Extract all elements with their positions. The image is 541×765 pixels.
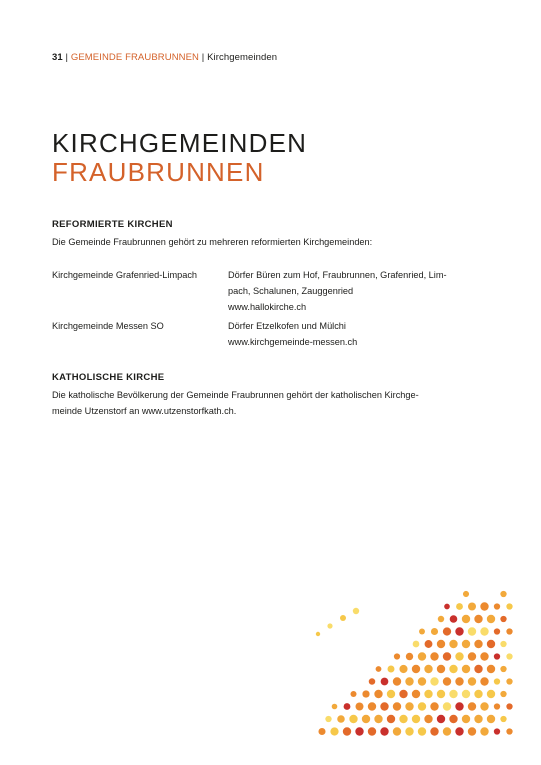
decorative-dot: [455, 652, 463, 660]
decorative-dot: [437, 640, 445, 648]
decorative-dot: [419, 629, 425, 635]
decorative-dot: [462, 715, 470, 723]
decorative-dot: [368, 702, 376, 710]
decorative-dot: [506, 628, 512, 634]
decorative-dot: [362, 715, 370, 723]
header-subsection: Kirchgemeinden: [207, 52, 278, 63]
decorative-dot: [437, 715, 445, 723]
decorative-dot: [437, 690, 445, 698]
decorative-dot: [494, 728, 500, 734]
decorative-dot: [444, 604, 450, 610]
decorative-dot: [494, 653, 500, 659]
decorative-dot: [356, 703, 364, 711]
decorative-dot: [468, 627, 476, 635]
decorative-dot: [494, 628, 500, 634]
decorative-dot: [350, 691, 356, 697]
decorative-dot: [387, 690, 395, 698]
decorative-dot: [455, 677, 463, 685]
header-separator-2: |: [201, 52, 205, 63]
decorative-dot: [494, 703, 500, 709]
decorative-dot: [399, 665, 407, 673]
decorative-dot: [474, 640, 482, 648]
decorative-dot: [405, 727, 413, 735]
header-section: GEMEINDE FRAUBRUNNEN: [70, 52, 200, 63]
decorative-dot: [449, 715, 457, 723]
decorative-dot: [353, 608, 359, 614]
page-number: 31: [52, 52, 63, 63]
reformed-intro: Die Gemeinde Fraubrunnen gehört zu mehreren reformierten Kirchgemeinden:: [52, 237, 373, 247]
decorative-dot: [449, 640, 457, 648]
decorative-dot: [506, 678, 512, 684]
decorative-dot: [438, 616, 444, 622]
decorative-dot: [393, 727, 401, 735]
reformed-heading: REFORMIERTE KIRCHEN: [52, 219, 173, 230]
decorative-dot: [418, 652, 426, 660]
decorative-dot: [506, 603, 512, 609]
decorative-dot: [487, 715, 495, 723]
decorative-dot: [374, 715, 382, 723]
decorative-dot: [506, 728, 512, 734]
decorative-dot: [399, 715, 407, 723]
decorative-dot: [430, 727, 438, 735]
decorative-dot: [474, 690, 482, 698]
decorative-dot: [462, 615, 470, 623]
decorative-dot: [343, 727, 351, 735]
decorative-dot: [376, 666, 382, 672]
decorative-dot: [480, 677, 488, 685]
catholic-text-line: Die katholische Bevölkerung der Gemeinde Fraubrunnen gehört der katholischen Kirchge-: [52, 390, 419, 400]
decorative-dot: [506, 653, 512, 659]
decorative-dot: [462, 665, 470, 673]
decorative-dot: [468, 702, 476, 710]
decorative-dot: [325, 716, 331, 722]
parish-detail-line: pach, Schalunen, Zauggenried: [228, 286, 354, 296]
decorative-dot: [340, 615, 346, 621]
decorative-dot: [450, 615, 458, 623]
decorative-dot: [500, 616, 506, 622]
decorative-dot: [480, 627, 488, 635]
catholic-heading: KATHOLISCHE KIRCHE: [52, 372, 165, 383]
decorative-dot: [374, 690, 382, 698]
decorative-dot: [337, 715, 345, 723]
decorative-dot: [430, 702, 438, 710]
decorative-dot: [388, 666, 395, 673]
decorative-dot: [362, 690, 369, 697]
decorative-dot: [332, 704, 338, 710]
decorative-dot: [431, 628, 438, 635]
decorative-dot: [474, 665, 482, 673]
decorative-dot: [443, 677, 451, 685]
decorative-dot: [387, 715, 395, 723]
decorative-dot: [437, 665, 445, 673]
decorative-dot: [330, 727, 338, 735]
decorative-dot: [393, 702, 401, 710]
decorative-dot: [487, 640, 495, 648]
decorative-dot: [424, 715, 432, 723]
decorative-dot: [380, 727, 388, 735]
decorative-dot: [480, 652, 488, 660]
decorative-dot: [425, 640, 433, 648]
decorative-dot: [468, 602, 476, 610]
decorative-dot: [424, 690, 432, 698]
decorative-dot: [430, 677, 438, 685]
decorative-dot: [500, 691, 506, 697]
decorative-dot: [449, 665, 457, 673]
decorative-dot: [487, 690, 495, 698]
catholic-text-line: meinde Utzenstorf an www.utzenstorfkath.ch.: [52, 406, 237, 416]
decorative-dot: [394, 653, 400, 659]
decorative-dot: [418, 677, 426, 685]
decorative-dot: [405, 677, 413, 685]
decorative-dot: [506, 703, 512, 709]
title-line-1: KIRCHGEMEINDEN: [52, 128, 308, 158]
decorative-dot: [456, 603, 463, 610]
decorative-dot: [344, 703, 351, 710]
decorative-dot: [380, 702, 388, 710]
decorative-dot: [368, 727, 376, 735]
parish-website-link[interactable]: www.hallokirche.ch: [228, 302, 307, 312]
decorative-dot: [480, 602, 488, 610]
decorative-dot: [318, 728, 325, 735]
decorative-dot: [413, 641, 420, 648]
decorative-dot: [455, 702, 463, 710]
decorative-dot: [468, 677, 476, 685]
decorative-dot: [480, 727, 488, 735]
decorative-dot: [500, 666, 506, 672]
decorative-dot: [412, 715, 420, 723]
decorative-dot: [468, 727, 476, 735]
parish-name: Kirchgemeinde Messen SO: [52, 321, 164, 331]
decorative-dot: [487, 665, 495, 673]
decorative-dot: [369, 678, 376, 685]
decorative-dot: [327, 623, 332, 628]
decorative-dot: [443, 627, 451, 635]
parish-name: Kirchgemeinde Grafenried-Limpach: [52, 270, 198, 280]
parish-detail-line: Dörfer Etzelkofen und Mülchi: [228, 321, 346, 331]
decorative-dot: [480, 702, 488, 710]
parish-website-link[interactable]: www.kirchgemeinde-messen.ch: [228, 337, 358, 347]
parish-detail-line: Dörfer Büren zum Hof, Fraubrunnen, Grafenried, Lim-: [228, 270, 447, 280]
decorative-dot: [399, 690, 407, 698]
decorative-dot: [462, 640, 470, 648]
decorative-dot: [455, 727, 463, 735]
decorative-dot: [406, 653, 413, 660]
decorative-dot: [430, 652, 438, 660]
decorative-dot: [494, 678, 500, 684]
decorative-dot: [449, 690, 457, 698]
decorative-dot: [474, 715, 482, 723]
decorative-dot: [412, 665, 420, 673]
decorative-dot: [418, 727, 426, 735]
decorative-dot: [494, 603, 500, 609]
decorative-dot: [468, 652, 476, 660]
decorative-dot: [393, 677, 401, 685]
decorative-dot: [443, 702, 451, 710]
decorative-dot: [443, 652, 451, 660]
decorative-dot: [381, 678, 389, 686]
header-separator: |: [65, 52, 69, 63]
decorative-dot: [500, 716, 506, 722]
decorative-dot: [412, 690, 420, 698]
decorative-dot: [443, 727, 451, 735]
title-line-2: FRAUBRUNNEN: [52, 157, 265, 187]
decorative-dot: [500, 591, 506, 597]
decorative-dot: [405, 702, 413, 710]
decorative-dot: [455, 627, 463, 635]
decorative-dot: [349, 715, 357, 723]
decorative-dot: [474, 615, 482, 623]
decorative-dot: [316, 632, 320, 636]
decorative-dot: [424, 665, 432, 673]
decorative-dot: [463, 591, 469, 597]
decorative-dot: [462, 690, 470, 698]
decorative-dot: [355, 727, 363, 735]
decorative-dot: [418, 702, 426, 710]
decorative-dot: [487, 615, 495, 623]
decorative-dot: [500, 641, 506, 647]
